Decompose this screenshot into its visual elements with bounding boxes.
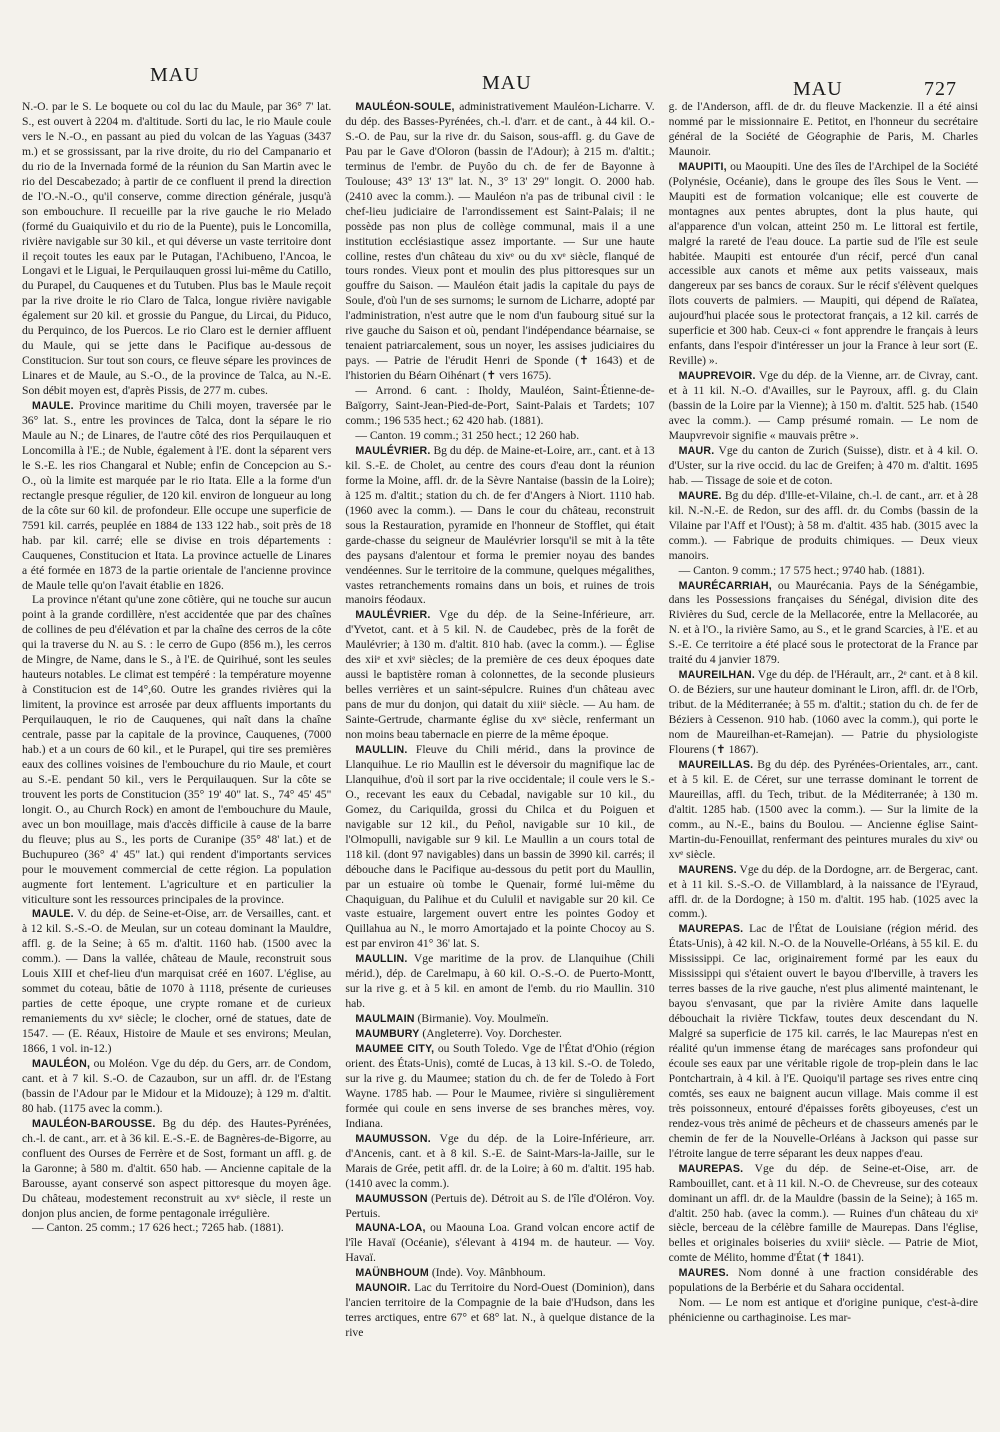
entry-text: administrativement Mauléon-Licharre. V. du dép. des Basses-Pyrénées, ch.-l. d'arr. et de cant., à 44 kil. O.-S.-O. de Pau, sur la rive dr. du Saison, sous-affl. g. du Gave de Pau par le Gave d'Oloron (bassin de l'Adour); à 215 m. d'altit.; terminus de l'embr. de Puyôo du ch. de fer de Bayonne à Toulouse; 43° 13' 13" lat. N., 3° 13' 29" longit. O. 2000 hab. (2410 avec la comm.). — Mauléon n'a pas de tribunal civil : le chef-lieu judiciaire de l'arrondissement est Saint-Palais; il ne possède pas non plus de collège communal, mais il a une institution ecclésiastique assez importante. — Sur une haute colline, restes d'un château du xivᵉ ou du xvᵉ siècle, flanqué de tours rondes. Vieux pont et moulin des plus pittoresques sur un gouffre du Saison. — Mauléon était jadis la capitale du pays de Soule, d'où l'un de ses surnoms; le surnom de Licharre, adopté par l'administration, n'est autre que le nom d'un faubourg situé sur la rive gauche du Saison et où, pendant l'indépendance béarnaise, se tenaient patriarcalement, sous un noyer, les assises judiciaires du pays. — Patrie de l'érudit Henri de Sponde (✝ 1643) et de l'historien du Béarn Oihénart (✝ vers 1675).: [345, 100, 655, 383]
dictionary-entry: [345, 1027, 654, 1042]
dictionary-entry: [22, 399, 331, 593]
entry-text: Fleuve du Chili mérid., dans la province de Llanquihue. Le rio Maullin est le déversoir du magnifique lac de Llanquihue, d'où il sort par la rive occidentale; il coule vers le S.-O., recevant les eaux du Cebadal, navigable sur 10 kil., du Gomez, du Cariquilda, grossi du Chilca et du Poiguen et navigable sur 12 kil., du Peñol, navigable sur 10 kil., de l'Olmopulli, navigable sur 9 kil. Le Maullin a un cours total de 118 kil. (dont 97 navigables) dans un bassin de 3990 kil. carrés; il débouche dans le Pacifique au-dessous du petit port du Maullin, par un estuaire où tombe le Quenair, formé lui-même du Chaquiguan, du Palihue et du Cululil et navigable sur 20 kil. Ce vaste estuaire, largement ouvert entre les pointes Godoy et Quillahua au N., le morro Amortajado et la pointe Chocoy au S. est par environ 41° 36' lat. S.: [345, 742, 655, 951]
entry-text: V. du dép. de Seine-et-Oise, arr. de Versailles, cant. et à 12 kil. S.-S.-O. de Meulan, sur un coteau dominant la Mauldre, affl. g. de la Seine; à 65 m. d'altit. 1160 hab. (1500 avec la comm.). — Dans la vallée, château de Maule, reconstruit sous Louis XIII et chef-lieu d'un marquisat créé en 1607. L'église, au sommet du coteau, bâtie de 1070 à 1118, présente de curieuses parties de cette époque, une crypte romane et de curieux remaniements du xvᵉ siècle; le clocher, orné de statues, date de 1547. — (E. Réaux, Histoire de Maule et ses environs; Meulan, 1866, 1 vol. in-12.): [22, 907, 332, 1056]
text-columns: [22, 100, 978, 1415]
entry-paragraph: [22, 1221, 331, 1236]
dictionary-entry: [669, 1162, 978, 1267]
entry-headword: MAULE.: [32, 908, 74, 921]
entry-text: Vge du dép. de la Seine-Inférieure, arr. d'Yvetot, cant. et à 5 kil. N. de Caudebec, près de la forêt de Maulévrier; à 130 m. d'altit. 810 hab. (avec la comm.). — Église des xiiᵉ et xviᵉ siècles; de la première de ces deux époques date aussi le baptistère roman à colonnettes, de la seconde plusieurs belles verrières et un saint-sépulcre. Ruines d'un château avec pans de mur du donjon, qui datait du xiiiᵉ siècle. — Au ham. de Sainte-Gertrude, charmante église du xvᵉ siècle, renfermant un non moins beau tabernacle en pierre de la même époque.: [345, 608, 655, 742]
entry-headword: MAUPITI,: [678, 160, 727, 173]
entry-text: g. de l'Anderson, affl. de dr. du fleuve Mackenzie. Il a été ainsi nommé par le missionnaire E. Petitot, en l'honneur du secrétaire général de la Société de Géographie de Paris, M. Charles Maunoir.: [668, 100, 978, 158]
entry-text: ou Maouna Loa. Grand volcan encore actif de l'île Havaï (Océanie), s'élevant à 4194 m. de hauteur. — Voy. Havaï.: [345, 1221, 655, 1265]
entry-text: ou Maurécania. Pays de la Sénégambie, dans les Possessions françaises du Sénégal, division dite des Rivières du Sud, cercle de la Mellacorée, entre la Mellacorée, au N. et à l'O., la rivière Samo, au S., et le grand Scarcies, à l'E. et au S.-E. Ce territoire a été placé sous le protectorat de la France par traité du 4 janvier 1879.: [668, 578, 978, 667]
entry-paragraph: [22, 100, 331, 399]
dictionary-entry: [669, 369, 978, 444]
dictionary-entry: [345, 1042, 654, 1132]
entry-headword: MAULLIN.: [355, 743, 408, 756]
running-header: [0, 64, 1000, 104]
entry-text: — Arrond. 6 cant. : Iholdy, Mauléon, Saint-Étienne-de-Baïgorry, Saint-Jean-Pied-de-Port, Saint-Palais et Tardets; 107 comm.; 196 535 hect.; 62 420 hab. (1881).: [345, 384, 655, 428]
dictionary-entry: [345, 444, 654, 608]
entry-headword: MAUNOIR.: [355, 1282, 411, 1295]
page-number: 727: [924, 78, 957, 100]
entry-text: (Inde). Voy. Mânbhoum.: [431, 1266, 546, 1280]
dictionary-entry: [345, 952, 654, 1012]
dictionary-entry: [345, 1192, 654, 1222]
column-right: [669, 100, 978, 1415]
dictionary-entry: [669, 668, 978, 758]
entry-text: — Canton. 9 comm.; 17 575 hect.; 9740 hab. (1881).: [678, 563, 925, 577]
entry-headword: MAULMAIN: [355, 1013, 415, 1026]
entry-text: Lac de l'État de Louisiane (région mérid. des États-Unis), à 42 kil. N.-O. de la Nouvelle-Orléans, à 55 kil. E. du Mississippi. Ce lac, originairement formé par les eaux du Mississippi qui s'étaient ouvert le bayou d'Iberville, à travers les terres basses de la rive gauche, n'est plus alimenté maintenant, le bayou s'envasant, que par la rivière Amite dans laquelle débouchait la rivière Tickfaw, toutes deux descendant du N. Malgré sa superficie de 175 kil. carrés, le lac Maurepas n'est en réalité qu'un immense étang de marécages sans profondeur qui écoule ses eaux par une véritable rigole de trop-plein dans le lac Pontchartrain, à 4 kil. à l'E. Quoiqu'il partage ses rives entre cinq comtés, ses eaux ne baignent aucun village. Mais comme il est très poissonneux, entouré d'épaisses forêts giboyeuses, c'est un rendez-vous très animé de pêcheurs et de chasseurs amenés par le chemin de fer de la Nouvelle-Orléans à Jackson qui passe sur l'étroite langue de terre séparant les deux nappes d'eau.: [668, 922, 978, 1160]
dictionary-entry: [669, 863, 978, 923]
header-center-headword: MAU: [482, 72, 532, 94]
entry-headword: MAULÉON-BAROUSSE.: [32, 1117, 156, 1130]
entry-text: ou Moléon. Vge du dép. du Gers, arr. de Condom, cant. et à 7 kil. S.-O. de Cazaubon, sur un affl. dr. de l'Estang (bassin de l'Adour par le Midour et la Midouze); à 129 m. d'altit. 80 hab. (1175 avec la comm.).: [22, 1057, 332, 1115]
entry-text: Bg du dép. d'Ille-et-Vilaine, ch.-l. de cant., arr. et à 28 kil. N.-N.-E. de Redon, sur des affl. dr. du Combs (bassin de la Vilaine par l'Aff et l'Oust); à 58 m. d'altit. 435 hab. (3015 avec la comm.). — Fabrique de produits chimiques. — Deux vieux manoirs.: [668, 488, 978, 562]
entry-headword: MAURÉCARRIAH,: [678, 579, 772, 592]
entry-headword: MAURE.: [678, 489, 722, 502]
entry-headword: MAUREPAS.: [678, 923, 744, 936]
entry-headword: MAULÉON,: [32, 1058, 91, 1070]
entry-paragraph: [669, 1296, 978, 1326]
entry-text: Bg du dép. des Pyrénées-Orientales, arr., cant. et à 5 kil. E. de Céret, sur une terrasse dominant le torrent de Maureillas, affl. du Tech, tribut. de la Méditerranée; à 130 m. d'altit. 1285 hab. (1500 avec la comm.). — Sur la limite de la comm., au N.-E., bains du Boulou. — Ancienne église Saint-Martin-du-Fenouillat, renfermant des peintures murales du xivᵉ ou xvᵉ siècle.: [668, 757, 978, 861]
dictionary-entry: [345, 743, 654, 952]
dictionary-entry: [669, 1266, 978, 1296]
entry-headword: MAUMEE CITY,: [355, 1043, 435, 1056]
entry-text: Vge du dép. de l'Hérault, arr., 2ᵉ cant. et à 8 kil. O. de Béziers, sur une hauteur dominant le Liron, affl. dr. de l'Orb, tribut. de la Méditerranée; à 55 m. d'altit.; station du ch. de fer de Béziers à Cessenon. 910 hab. (1060 avec la comm.), qui porte le nom de Maureilhan-et-Ramejan). — Patrie du physiologiste Flourens (✝ 1867).: [668, 668, 978, 756]
entry-text: N.-O. par le S. Le boquete ou col du lac du Maule, par 36° 7' lat. S., est ouvert à 2204 m. d'altitude. Sorti du lac, le rio Maule coule vers le N.-O., en passant au pied du volcan de las Yaguas (3437 m.) et se grossissant, par la rive droite, du rio del Campanario et du rio de la Invernada formé de la réunion du San Martin avec le rio del Descabezado; à partir de ce confluent il prend la direction de l'O.-N.-O., qu'il conserve, comme direction générale, jusqu'à son embouchure. Il recueille par la rive gauche le rio Melado (formé du Guaiquivilo et du rio de la Puente), puis le Loncomilla, rivière navigable sur 30 kil., et qui déverse un vaste territoire dont il reçoit toutes les eaux par le Putagan, l'Achibueno, l'Ancoa, le Longavi et le Liguai, le Perquilauquen grossi lui-même du Catillo, du Purapel, du Cauquenes et du Tutuben. Plus bas le Maule reçoit par la rive droite le rio Claro de Talca, longue rivière navigable également sur 20 kil. et grossie du Pangue, du Lircai, du Piduco, du Perquinco, de los Puercos. Le rio Claro est le dernier affluent du Maule, qui se jette dans le Pacifique au-dessous de Constitucion. Sur tout son cours, ce fleuve sépare les provinces de Linares et de Maule, au S.-O., de la province de Talca, au N.-E. Son débit moyen est, d'après Pissis, de 277 m. cubes.: [22, 100, 332, 398]
entry-headword: MAULLIN.: [355, 953, 408, 966]
entry-headword: MAUPREVOIR.: [678, 370, 756, 383]
entry-text: — Canton. 19 comm.; 31 250 hect.; 12 260 hab.: [355, 428, 580, 442]
dictionary-entry: [345, 1132, 654, 1192]
entry-paragraph: [345, 429, 654, 444]
dictionary-entry: [669, 489, 978, 564]
entry-paragraph: [345, 384, 654, 429]
entry-headword: MAULÉVRIER.: [355, 444, 431, 457]
header-right-headword: MAU: [793, 78, 843, 100]
entry-headword: MAUREPAS.: [678, 1162, 744, 1175]
entry-headword: MAULÉVRIER.: [355, 609, 431, 622]
dictionary-entry: [669, 160, 978, 369]
entry-headword: MAUREILHAN.: [678, 669, 756, 682]
dictionary-entry: [345, 1266, 654, 1281]
entry-headword: MAUMUSSON: [355, 1192, 428, 1205]
entry-text: Vge du dép. de Seine-et-Oise, arr. de Rambouillet, cant. et à 11 kil. N.-O. de Chevreuse, sur des coteaux dominant un affl. dr. de la Mauldre (bassin de la Seine); à 165 m. d'altit. 250 hab. (avec la comm.). — Ruines d'un château du xiᵉ siècle, berceau de la célèbre famille de Maurepas. Dans l'église, belles et originales boiseries du xviiiᵉ siècle. — Patrie de Miot, comte de Mélito, homme d'État (✝ 1841).: [668, 1161, 978, 1265]
dictionary-entry: [22, 1117, 331, 1222]
entry-text: Nom donné à une fraction considérable des populations de la Berbérie et du Sahara occidental.: [668, 1266, 978, 1295]
entry-text: La province n'étant qu'une zone côtière, qui ne touche sur aucun point à la grande cordillère, n'est accidentée que par des chaînes de collines de peu d'élévation et par la chaîne des cerros de la côte qui la traverse du N. au S. : le cerro de Gupo (856 m.), les cerros de Mingre, de Name, dans le S., à l'E. de Quirihué, sont les seules hauteurs notables. Le climat est tempéré : la température moyenne à Constitucion est de 14°,60. Outre les grandes rivières qui la limitent, la province est arrosée par deux affluents importants du Perquilauquen, le rio de Cauquenes, qui naît dans la chaîne centrale, passe par la capitale de la province, Cauquenes, (7000 hab.) et a un cours de 60 kil., et le Purapel, qui tire ses premières eaux des collines voisines de l'embouchure du rio Maule, et court au S.-E. pendant 50 kil., vers le Perquilauquen. Sur la côte se trouvent les ports de Constitucion (35° 19' 40" lat. S., 74° 45' 45" longit. O., au Church Rock) en amont de l'embouchure du Maule, avec un bon mouillage, mais d'accès difficile à cause de la barre du fleuve; plus au S., les ports de Curanipe (35° 48' lat.) et de Buchupureo (36° 4' 45" lat.) qui rendent d'importants services pour le mouvement commercial de cette région. La population augmente fort lentement. L'agriculture et en particulier la viticulture sont les ressources principales de la province.: [22, 593, 332, 906]
entry-headword: MAULÉON-SOULE,: [355, 101, 455, 113]
entry-headword: MAURES.: [678, 1267, 729, 1280]
entry-text: (Angleterre). Voy. Dorchester.: [422, 1027, 562, 1041]
dictionary-entry: [345, 608, 654, 743]
column-left: [22, 100, 331, 1415]
entry-text: Vge du dép. de la Dordogne, arr. de Bergerac, cant. et à 11 kil. S.-S.-O. de Villamblard, à la naissance de l'Eyraud, affl. dr. de la Dordogne; à 150 m. d'altit. 195 hab. (1025 avec la comm.).: [668, 862, 978, 921]
dictionary-entry: [345, 1012, 654, 1027]
entry-text: Province maritime du Chili moyen, traversée par le 36° lat. S., entre les provinces de Talca, dont la sépare le rio Maule au N.; de Linares, de l'autre côté des rios Perquilauquen et Loncomilla à l'E.; de Nuble, également à l'E. dont la séparent vers le S.-E. les rios Changaral et Nuble; enfin de Concepcion au S.-O., où la limite est marquée par le rio Itata. Elle a la forme d'un rectangle presque régulier, de 120 kil. environ de longueur au long de la côte sur 60 kil. de profondeur. Elle occupe une superficie de 7591 kil. carrés, peuplée en 1884 de 133 122 hab., soit près de 18 hab. par kil. carré; elle se divise en trois départements : Cauquenes, Constitucion et Itata. La province actuelle de Linares a été formée en 1873 de la partie orientale de l'ancienne province de Maule telle qu'on l'avait établie en 1826.: [22, 399, 332, 592]
entry-headword: MAURENS.: [678, 863, 737, 876]
entry-headword: MAUNA-LOA,: [355, 1222, 426, 1235]
dictionary-entry: [22, 907, 331, 1057]
entry-text: Vge du dép. de la Vienne, arr. de Civray, cant. et à 11 kil. N.-O. d'Availles, sur le Payroux, affl. g. du Clain (bassin de la Loire par la Vienne); à 150 m. d'altit. 525 hab. (1540 avec la comm.). — Camp présumé romain. — Le nom de Maupvrevoir signifie « mauvais prêtre ».: [668, 369, 978, 442]
entry-paragraph: [22, 593, 331, 907]
entry-text: (Birmanie). Voy. Moulmeïn.: [417, 1012, 549, 1026]
entry-text: Vge du canton de Zurich (Suisse), distr. et à 4 kil. O. d'Uster, sur la rive occid. du lac de Greifen; à 470 m. d'altit. 1695 hab. — Tissage de soie et de coton.: [668, 443, 978, 487]
header-left-headword: MAU: [150, 64, 200, 86]
entry-text: Vge du dép. de la Loire-Inférieure, arr. d'Ancenis, cant. et à 8 kil. S.-E. de Saint-Mars-la-Jaille, sur le Marais de Grée, petit affl. dr. de la Loire; à 60 m. d'altit. 195 hab. (1410 avec la comm.).: [345, 1131, 655, 1190]
entry-paragraph: [669, 100, 978, 160]
dictionary-entry: [669, 579, 978, 669]
dictionary-entry: [669, 444, 978, 489]
entry-headword: MAUREILLAS.: [678, 758, 754, 771]
entry-text: (Pertuis de). Détroit au S. de l'île d'Oléron. Voy. Pertuis.: [345, 1191, 655, 1220]
entry-text: ou Maoupiti. Une des îles de l'Archipel de la Société (Polynésie, Océanie), dans le groupe des îles Sous le Vent. — Maupiti est de formation volcanique; elle est couverte de montagnes aux pentes abruptes, dont la plus haute, qui al'apparence d'un volcan, atteint 250 m. Le littoral est fertile, malgré la rareté de l'eau douce. La partie sud de l'île est seule habitée. Maupiti est entourée d'un récif, percé d'un canal accessible aux canots et même aux petits vaisseaux, mais dangereux par ses bancs de coraux. Sur le récif s'élèvent quelques îlots couverts de palmiers. — Maupiti, qui dépend de Raïatea, aujourd'hui placée sous le protectorat français, a 12 kil. carrés de superficie et 300 hab. Ceux-ci « font apprendre le français à leurs enfants, dans l'espoir d'intéresser un jour la France à leur sort (E. Reville) ».: [668, 159, 978, 368]
entry-headword: MAÜNBHOUM: [355, 1267, 429, 1280]
dictionary-entry: [345, 1221, 654, 1266]
column-middle: [345, 100, 654, 1415]
entry-text: Nom. — Le nom est antique et d'origine punique, c'est-à-dire phénicienne ou carthaginoise. Les mar-: [668, 1296, 978, 1325]
entry-text: Bg du dép. de Maine-et-Loire, arr., cant. et à 13 kil. S.-E. de Cholet, au centre des cours d'eau dont la réunion forme la Moine, affl. dr. de la Sèvre Nantaise (bassin de la Loire); à 125 m. d'altit.; station du ch. de fer d'Angers à Niort. 1110 hab. (1960 avec la comm.). — Dans le cour du château, reconstruit sous la Restauration, pyramide en l'honneur de Stofflet, qui était garde-chasse du seigneur de Maulévrier lorsqu'il se mit à la tête des paysans d'alentour et forma le premier noyau des bandes vendéennes. Sur le territoire de la commune, quelques mégalithes, vastes retranchements romains dans un bois, et ruines de trois manoirs féodaux.: [345, 443, 655, 607]
dictionary-entry: [669, 758, 978, 863]
entry-text: Lac du Territoire du Nord-Ouest (Dominion), dans l'ancien territoire de la Compagnie de la baie d'Hudson, dans les terres arctiques, entre 67° et 68° lat. N., à quelque distance de la rive: [345, 1281, 655, 1340]
entry-paragraph: [669, 564, 978, 579]
entry-text: — Canton. 25 comm.; 17 626 hect.; 7265 hab. (1881).: [32, 1221, 284, 1235]
dictionary-entry: [345, 100, 654, 384]
entry-headword: MAUMUSSON.: [355, 1132, 431, 1145]
entry-text: Bg du dép. des Hautes-Pyrénées, ch.-l. de cant., arr. et à 36 kil. E.-S.-E. de Bagnères-de-Bigorre, au confluent des Ourses de Ferrère et de Sost, formant un affl. g. de la Garonne; à 580 m. d'altit. 650 hab. — Ancienne capitale de la Barousse, ayant conservé son aspect pittoresque du moyen âge. Du château, modestement reconstruit au xvᵉ siècle, il reste un donjon plus ancien, de forme pentagonale irrégulière.: [22, 1116, 332, 1220]
entry-headword: MAULE.: [32, 400, 74, 413]
entry-headword: MAUMBURY: [355, 1028, 420, 1041]
entry-text: Vge maritime de la prov. de Llanquihue (Chili mérid.), dép. de Carelmapu, à 60 kil. O.-S.-O. de Puerto-Montt, sur la rive g. et à 5 kil. en amont de l'emb. du rio Maullin. 310 hab.: [345, 952, 655, 1011]
entry-headword: MAUR.: [678, 444, 715, 457]
dictionary-entry: [22, 1057, 331, 1117]
dictionary-entry: [669, 922, 978, 1161]
entry-text: ou South Toledo. Vge de l'État d'Ohio (région orient. des États-Unis), comté de Lucas, à 13 kil. S.-O. de Toledo, sur la rive g. du Maumee; station du ch. de fer de Toledo à Fort Wayne. 1785 hab. — Pour le Maumee, rivière si singulièrement formée qui coule en sens inverse de ses branches mères, voy. Indiana.: [345, 1042, 655, 1130]
dictionary-entry: [345, 1281, 654, 1341]
